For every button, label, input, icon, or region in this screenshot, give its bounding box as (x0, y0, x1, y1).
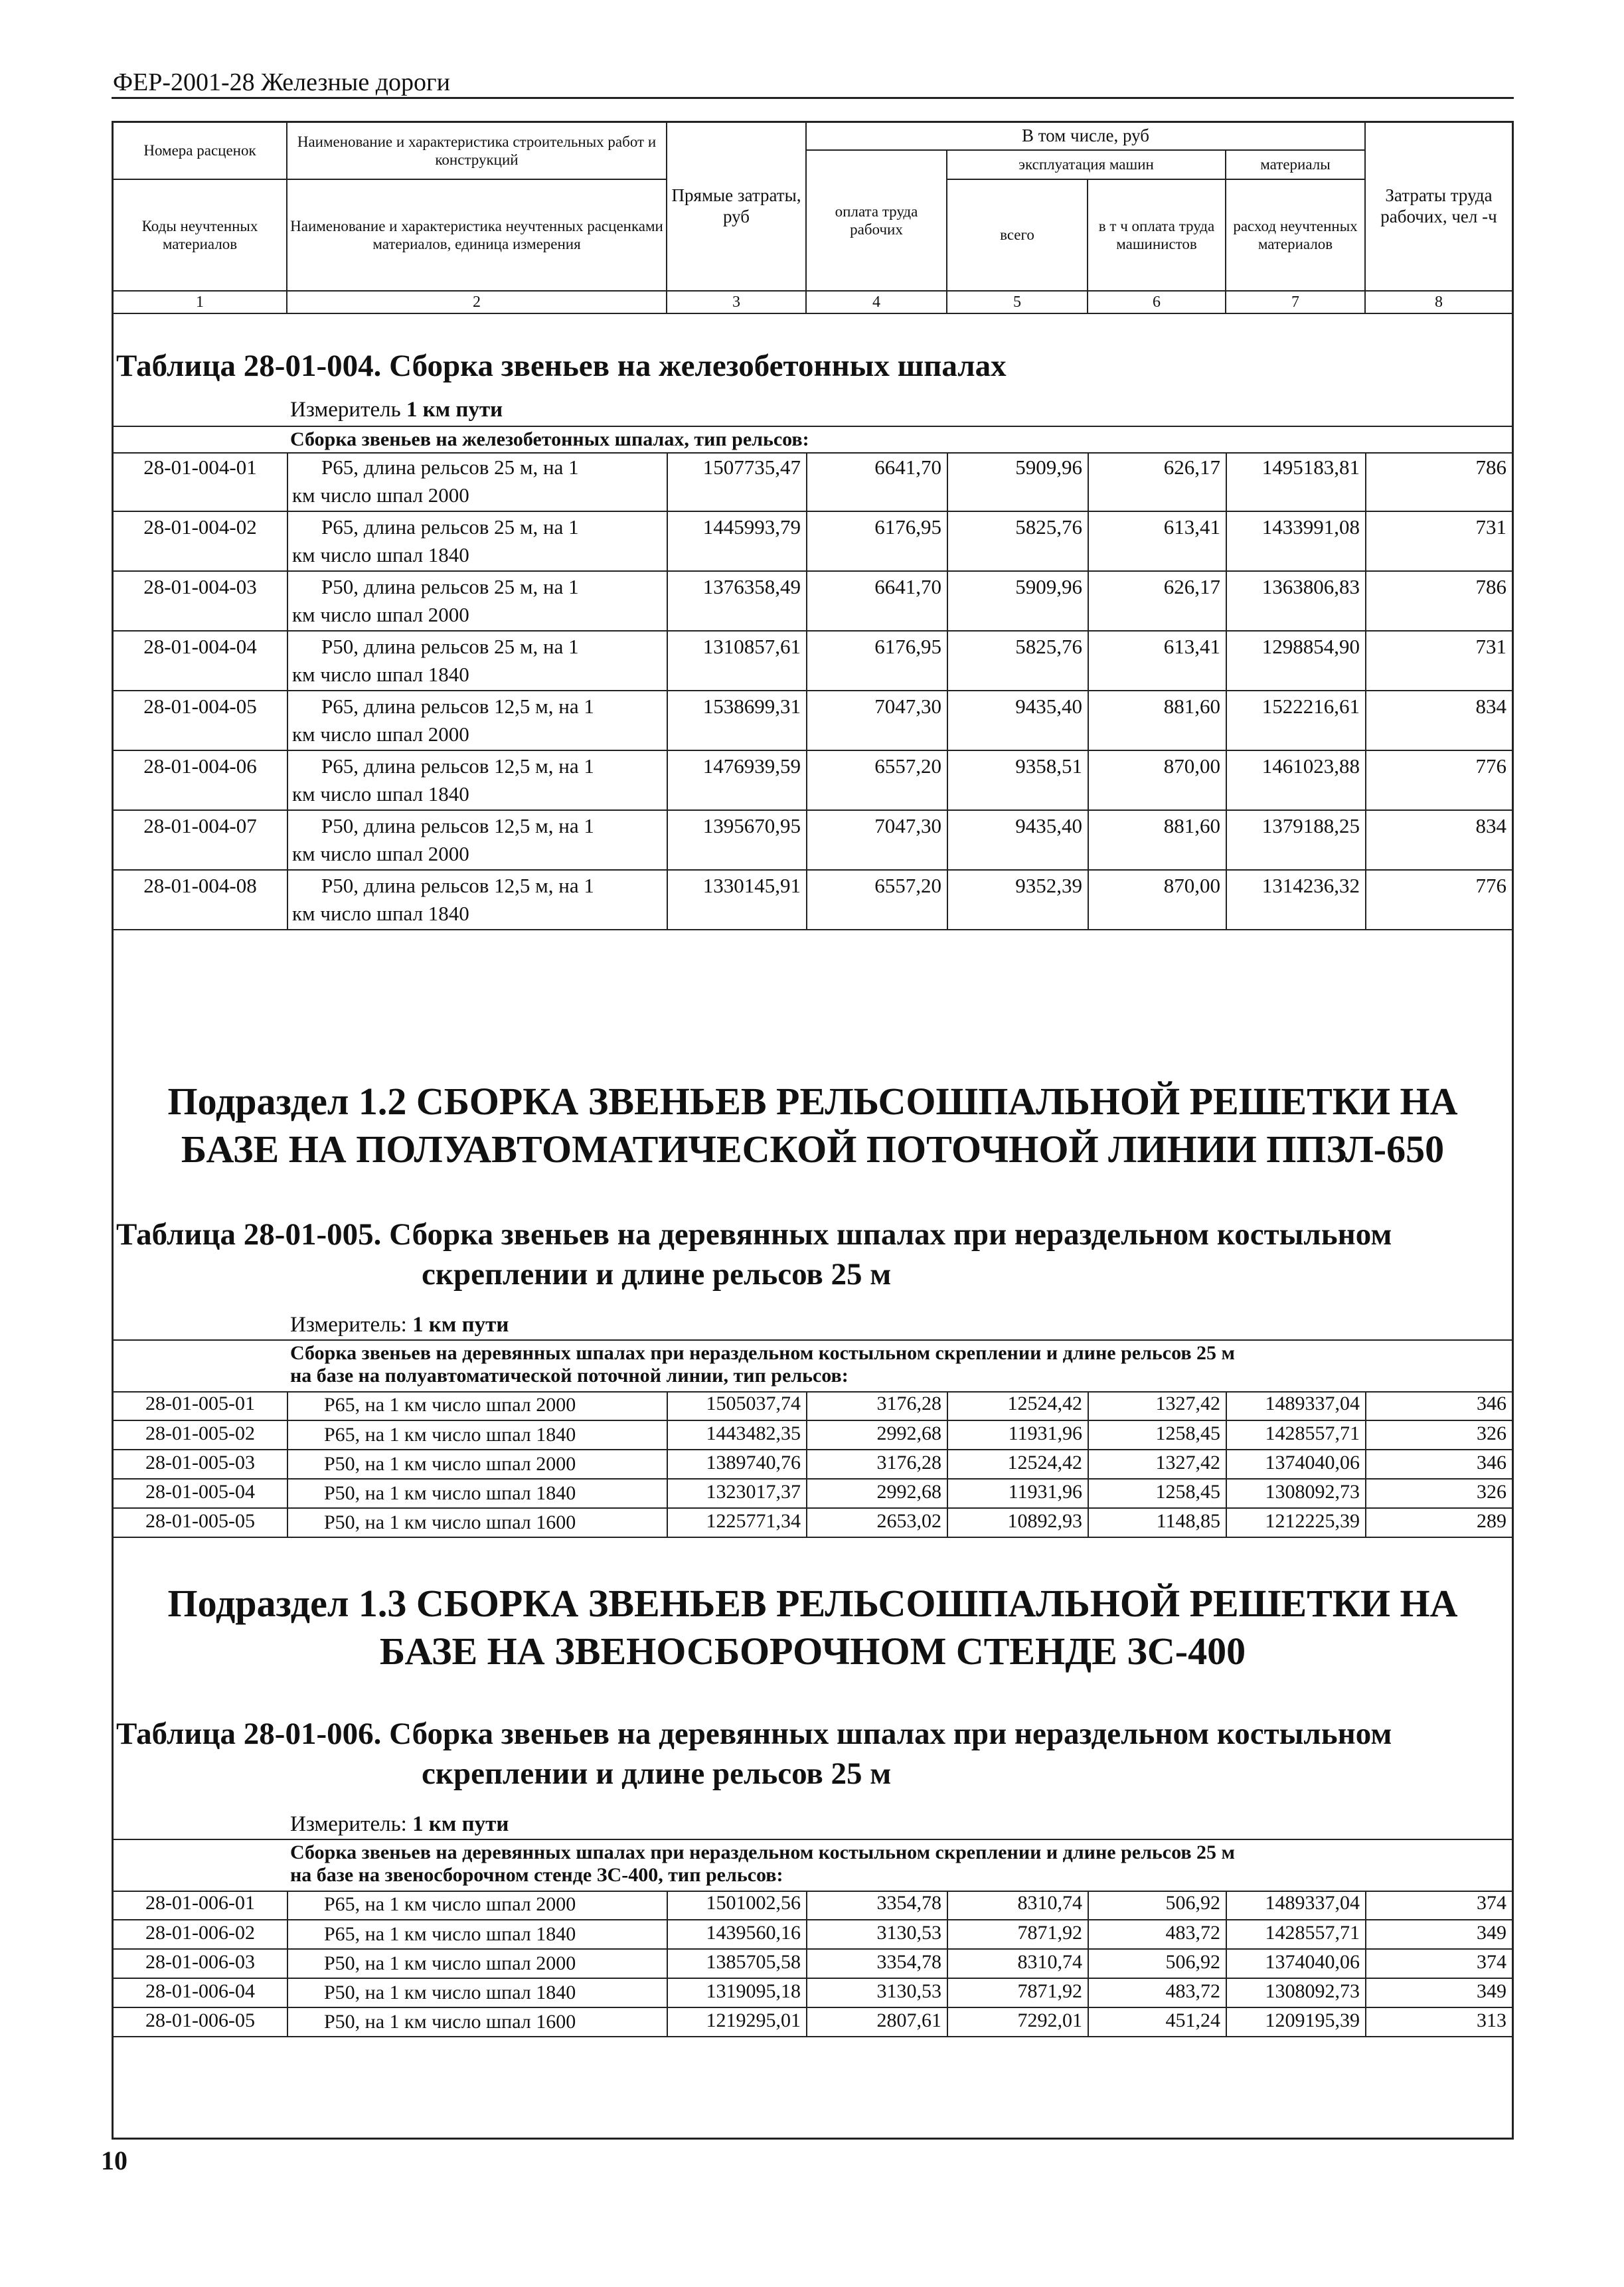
labor-hours-cell: 313 (1366, 2007, 1512, 2037)
table-row (114, 691, 1512, 750)
machinist-pay-cell: 483,72 (1088, 1920, 1226, 1949)
rate-code-cell: 28-01-004-03 (114, 571, 287, 631)
work-name-cell: Р50, на 1 км число шпал 2000 (287, 1949, 667, 1978)
work-name-cell: Р50, на 1 км число шпал 1600 (287, 2007, 667, 2037)
work-name-line1: Р50, длина рельсов 12,5 м, на 1 (321, 814, 594, 837)
table-005-caption-line1: Таблица 28-01-005. Сборка звеньев на деревянных шпалах при нераздельном костыльном (116, 1217, 1392, 1252)
header-num-8: 8 (1366, 292, 1512, 314)
work-name-line1: Р50, длина рельсов 25 м, на 1 (321, 635, 579, 658)
work-name-line2: км число шпал 2000 (292, 842, 469, 865)
direct-costs-cell: 1319095,18 (667, 1978, 807, 2007)
rate-code-cell: 28-01-004-08 (114, 870, 287, 930)
work-name-line2: км число шпал 1840 (292, 782, 469, 805)
machine-total-cell: 5825,76 (947, 511, 1088, 571)
subsection-1-3-line1: Подраздел 1.3 СБОРКА ЗВЕНЬЕВ РЕЛЬСОШПАЛЬНОЙ РЕШЕТКИ НА (167, 1582, 1458, 1625)
machine-total-cell: 11931,96 (947, 1479, 1088, 1508)
machine-total-cell: 7871,92 (947, 1920, 1088, 1949)
header-col1-top: Номера расценок (114, 123, 287, 180)
labor-hours-cell: 289 (1366, 1508, 1512, 1537)
header-direct-costs: Прямые затраты, руб (667, 123, 807, 292)
direct-costs-cell: 1225771,34 (667, 1508, 807, 1537)
work-name-cell: Р50, на 1 км число шпал 1840 (287, 1479, 667, 1508)
header-machinist-pay: в т ч оплата труда машинистов (1088, 180, 1226, 292)
table-row (114, 1920, 1512, 1949)
work-name-line1: Р65, длина рельсов 12,5 м, на 1 (321, 754, 594, 778)
work-name-cell: Р50, на 1 км число шпал 1600 (287, 1508, 667, 1537)
machinist-pay-cell: 1258,45 (1088, 1420, 1226, 1450)
direct-costs-cell: 1439560,16 (667, 1920, 807, 1949)
group-line1: Сборка звеньев на деревянных шпалах при нераздельном костыльном скреплении и длине рельсов 25 м (290, 1342, 1235, 1364)
materials-cell: 1374040,06 (1226, 1450, 1366, 1479)
materials-cell: 1428557,71 (1226, 1920, 1366, 1949)
direct-costs-cell: 1443482,35 (667, 1420, 807, 1450)
measure-label: Измеритель: (290, 1812, 407, 1836)
work-name-cell: Р50, на 1 км число шпал 2000 (287, 1450, 667, 1479)
machinist-pay-cell: 1258,45 (1088, 1479, 1226, 1508)
work-name-line2: км число шпал 1840 (292, 543, 469, 566)
direct-costs-cell: 1507735,47 (667, 452, 807, 511)
work-name-cell (287, 870, 667, 930)
labor-hours-cell: 786 (1366, 452, 1512, 511)
labor-hours-cell: 349 (1366, 1920, 1512, 1949)
labor-pay-cell: 3176,28 (807, 1450, 947, 1479)
labor-hours-cell: 374 (1366, 1891, 1512, 1920)
work-name-cell (287, 631, 667, 691)
machine-total-cell: 5909,96 (947, 452, 1088, 511)
work-name-line1: Р65, длина рельсов 12,5 м, на 1 (321, 695, 594, 718)
machinist-pay-cell: 506,92 (1088, 1949, 1226, 1978)
labor-hours-cell: 776 (1366, 750, 1512, 810)
labor-hours-cell: 731 (1366, 631, 1512, 691)
labor-pay-cell: 2653,02 (807, 1508, 947, 1537)
direct-costs-cell: 1501002,56 (667, 1891, 807, 1920)
work-name-cell (287, 750, 667, 810)
work-name-line1: Р65, длина рельсов 25 м, на 1 (321, 515, 579, 539)
machinist-pay-cell: 483,72 (1088, 1978, 1226, 2007)
work-name-cell (287, 810, 667, 870)
group-line2: на базе на звеносборочном стенде ЗС-400, тип рельсов: (290, 1864, 783, 1886)
materials-cell: 1363806,83 (1226, 571, 1366, 631)
rate-code-cell: 28-01-004-07 (114, 810, 287, 870)
group-line2: на базе на полуавтоматической поточной линии, тип рельсов: (290, 1365, 849, 1387)
work-name-cell (287, 571, 667, 631)
table-row (114, 870, 1512, 930)
work-name-line2: км число шпал 2000 (292, 722, 469, 746)
header-num-7: 7 (1226, 292, 1366, 314)
machinist-pay-cell: 881,60 (1088, 810, 1226, 870)
table-row (114, 810, 1512, 870)
labor-hours-cell: 326 (1366, 1420, 1512, 1450)
table-004-measure (290, 398, 503, 422)
table-row (114, 750, 1512, 810)
rate-code-cell: 28-01-006-02 (114, 1920, 287, 1949)
machine-total-cell: 10892,93 (947, 1508, 1088, 1537)
subsection-1-2-heading (114, 1078, 1512, 1173)
subsection-1-2-line1: Подраздел 1.2 СБОРКА ЗВЕНЬЕВ РЕЛЬСОШПАЛЬНОЙ РЕШЕТКИ НА (167, 1080, 1458, 1123)
machinist-pay-cell: 881,60 (1088, 691, 1226, 750)
work-name-line2: км число шпал 2000 (292, 603, 469, 626)
materials-cell: 1461023,88 (1226, 750, 1366, 810)
rate-code-cell: 28-01-005-03 (114, 1450, 287, 1479)
table-004-group-label: Сборка звеньев на железобетонных шпалах, тип рельсов: (290, 428, 809, 450)
work-name-line1: Р50, длина рельсов 12,5 м, на 1 (321, 874, 594, 897)
machine-total-cell: 9358,51 (947, 750, 1088, 810)
table-006-measure (290, 1812, 509, 1837)
materials-cell: 1314236,32 (1226, 870, 1366, 930)
measure-value: 1 км пути (412, 1812, 509, 1836)
materials-cell: 1308092,73 (1226, 1479, 1366, 1508)
materials-cell: 1209195,39 (1226, 2007, 1366, 2037)
labor-hours-cell: 776 (1366, 870, 1512, 930)
table-row (114, 1508, 1512, 1537)
labor-hours-cell: 731 (1366, 511, 1512, 571)
materials-cell: 1489337,04 (1226, 1391, 1366, 1420)
header-machine-operation: эксплуатация машин (947, 151, 1226, 180)
header-num-4: 4 (807, 292, 947, 314)
direct-costs-cell: 1538699,31 (667, 691, 807, 750)
machine-total-cell: 5909,96 (947, 571, 1088, 631)
work-name-cell: Р65, на 1 км число шпал 1840 (287, 1920, 667, 1949)
table-row (114, 452, 1512, 511)
table-005-caption (116, 1215, 1392, 1294)
table-004 (114, 452, 1512, 930)
header-num-1: 1 (114, 292, 287, 314)
work-name-cell (287, 691, 667, 750)
table-row (114, 2007, 1512, 2037)
labor-pay-cell: 3176,28 (807, 1391, 947, 1420)
labor-hours-cell: 834 (1366, 691, 1512, 750)
machine-total-cell: 12524,42 (947, 1391, 1088, 1420)
rate-code-cell: 28-01-006-05 (114, 2007, 287, 2037)
table-row (114, 1479, 1512, 1508)
labor-pay-cell: 2807,61 (807, 2007, 947, 2037)
header-col2-top: Наименование и характеристика строительных работ и конструкций (287, 123, 667, 180)
labor-hours-cell: 834 (1366, 810, 1512, 870)
rate-code-cell: 28-01-006-04 (114, 1978, 287, 2007)
machine-total-cell: 7292,01 (947, 2007, 1088, 2037)
machinist-pay-cell: 613,41 (1088, 511, 1226, 571)
rate-code-cell: 28-01-004-01 (114, 452, 287, 511)
materials-cell: 1308092,73 (1226, 1978, 1366, 2007)
machinist-pay-cell: 870,00 (1088, 750, 1226, 810)
machinist-pay-cell: 870,00 (1088, 870, 1226, 930)
table-006-caption-line1: Таблица 28-01-006. Сборка звеньев на деревянных шпалах при нераздельном костыльном (116, 1717, 1392, 1751)
document-title: ФЕР-2001-28 Железные дороги (113, 68, 450, 96)
machine-total-cell: 8310,74 (947, 1891, 1088, 1920)
work-name-cell: Р65, на 1 км число шпал 2000 (287, 1391, 667, 1420)
machine-total-cell: 9352,39 (947, 870, 1088, 930)
rate-code-cell: 28-01-005-02 (114, 1420, 287, 1450)
labor-hours-cell: 349 (1366, 1978, 1512, 2007)
direct-costs-cell: 1310857,61 (667, 631, 807, 691)
work-name-cell: Р65, на 1 км число шпал 1840 (287, 1420, 667, 1450)
direct-costs-cell: 1389740,76 (667, 1450, 807, 1479)
labor-pay-cell: 6176,95 (807, 511, 947, 571)
table-005-caption-line2: скреплении и длине рельсов 25 м (422, 1257, 892, 1292)
header-col1-bottom: Коды неучтенных материалов (114, 180, 287, 292)
direct-costs-cell: 1376358,49 (667, 571, 807, 631)
table-row (114, 1891, 1512, 1920)
table-005-group (114, 1339, 1512, 1393)
page-number: 10 (101, 2146, 127, 2175)
labor-pay-cell: 6641,70 (807, 452, 947, 511)
machine-total-cell: 5825,76 (947, 631, 1088, 691)
labor-pay-cell: 7047,30 (807, 810, 947, 870)
title-rule (112, 97, 1514, 99)
table-005-group-label (290, 1342, 1235, 1387)
table-row (114, 1420, 1512, 1450)
work-name-line2: км число шпал 1840 (292, 902, 469, 925)
header-materials-consumption: расход неучтенных материалов (1226, 180, 1366, 292)
machine-total-cell: 9435,40 (947, 810, 1088, 870)
labor-hours-cell: 346 (1366, 1391, 1512, 1420)
machinist-pay-cell: 506,92 (1088, 1891, 1226, 1920)
work-name-cell (287, 452, 667, 511)
table-006-group (114, 1839, 1512, 1892)
header-labor-pay: оплата труда рабочих (807, 151, 947, 292)
measure-label: Измеритель: (290, 1313, 407, 1337)
header-col2-bottom: Наименование и характеристика неучтенных расценками материалов, единица измерения (287, 180, 667, 292)
direct-costs-cell: 1395670,95 (667, 810, 807, 870)
work-name-line2: км число шпал 2000 (292, 483, 469, 507)
materials-cell: 1428557,71 (1226, 1420, 1366, 1450)
measure-label: Измеритель (290, 398, 401, 422)
rate-code-cell: 28-01-005-01 (114, 1391, 287, 1420)
header-materials: материалы (1226, 151, 1366, 180)
machine-total-cell: 11931,96 (947, 1420, 1088, 1450)
direct-costs-cell: 1476939,59 (667, 750, 807, 810)
labor-pay-cell: 3354,78 (807, 1891, 947, 1920)
materials-cell: 1379188,25 (1226, 810, 1366, 870)
machine-total-cell: 12524,42 (947, 1450, 1088, 1479)
table-row (114, 571, 1512, 631)
work-name-cell: Р50, на 1 км число шпал 1840 (287, 1978, 667, 2007)
direct-costs-cell: 1445993,79 (667, 511, 807, 571)
rate-code-cell: 28-01-006-03 (114, 1949, 287, 1978)
work-name-cell: Р65, на 1 км число шпал 2000 (287, 1891, 667, 1920)
materials-cell: 1298854,90 (1226, 631, 1366, 691)
machinist-pay-cell: 626,17 (1088, 452, 1226, 511)
rate-code-cell: 28-01-005-04 (114, 1479, 287, 1508)
machinist-pay-cell: 1148,85 (1088, 1508, 1226, 1537)
subsection-1-2-line2: БАЗЕ НА ПОЛУАВТОМАТИЧЕСКОЙ ПОТОЧНОЙ ЛИНИИ ППЗЛ-650 (181, 1128, 1445, 1171)
rate-code-cell: 28-01-006-01 (114, 1891, 287, 1920)
direct-costs-cell: 1385705,58 (667, 1949, 807, 1978)
direct-costs-cell: 1505037,74 (667, 1391, 807, 1420)
direct-costs-cell: 1323017,37 (667, 1479, 807, 1508)
direct-costs-cell: 1219295,01 (667, 2007, 807, 2037)
labor-pay-cell: 6641,70 (807, 571, 947, 631)
materials-cell: 1522216,61 (1226, 691, 1366, 750)
materials-cell: 1495183,81 (1226, 452, 1366, 511)
header-num-6: 6 (1088, 292, 1226, 314)
machine-total-cell: 9435,40 (947, 691, 1088, 750)
labor-hours-cell: 346 (1366, 1450, 1512, 1479)
page-frame (112, 121, 1514, 2140)
machinist-pay-cell: 626,17 (1088, 571, 1226, 631)
table-006 (114, 1891, 1512, 2037)
table-005 (114, 1391, 1512, 1538)
table-row (114, 631, 1512, 691)
labor-pay-cell: 3130,53 (807, 1978, 947, 2007)
table-006-group-label (290, 1841, 1235, 1887)
table-004-caption: Таблица 28-01-004. Сборка звеньев на железобетонных шпалах (116, 349, 1007, 383)
labor-pay-cell: 3130,53 (807, 1920, 947, 1949)
labor-pay-cell: 2992,68 (807, 1479, 947, 1508)
work-name-line1: Р50, длина рельсов 25 м, на 1 (321, 575, 579, 598)
table-row (114, 511, 1512, 571)
rate-code-cell: 28-01-004-02 (114, 511, 287, 571)
group-line1: Сборка звеньев на деревянных шпалах при нераздельном костыльном скреплении и длине рельсов 25 м (290, 1841, 1235, 1863)
header-including: В том числе, руб (807, 123, 1366, 151)
rate-code-cell: 28-01-004-06 (114, 750, 287, 810)
materials-cell: 1212225,39 (1226, 1508, 1366, 1537)
work-name-line1: Р65, длина рельсов 25 м, на 1 (321, 456, 579, 479)
header-labor-hours: Затраты труда рабочих, чел -ч (1366, 123, 1512, 292)
table-row (114, 1391, 1512, 1420)
materials-cell: 1374040,06 (1226, 1949, 1366, 1978)
labor-hours-cell: 786 (1366, 571, 1512, 631)
labor-pay-cell: 6557,20 (807, 870, 947, 930)
table-004-group (114, 426, 1512, 454)
direct-costs-cell: 1330145,91 (667, 870, 807, 930)
labor-pay-cell: 7047,30 (807, 691, 947, 750)
materials-cell: 1489337,04 (1226, 1891, 1366, 1920)
machine-total-cell: 8310,74 (947, 1949, 1088, 1978)
machinist-pay-cell: 613,41 (1088, 631, 1226, 691)
column-header (114, 123, 1512, 314)
subsection-1-3-heading (114, 1580, 1512, 1675)
work-name-cell (287, 511, 667, 571)
labor-pay-cell: 2992,68 (807, 1420, 947, 1450)
header-num-3: 3 (667, 292, 807, 314)
subsection-1-3-line2: БАЗЕ НА ЗВЕНОСБОРОЧНОМ СТЕНДЕ ЗС-400 (379, 1630, 1246, 1673)
header-machine-total: всего (947, 180, 1088, 292)
machinist-pay-cell: 1327,42 (1088, 1450, 1226, 1479)
materials-cell: 1433991,08 (1226, 511, 1366, 571)
header-num-5: 5 (947, 292, 1088, 314)
table-row (114, 1949, 1512, 1978)
labor-pay-cell: 6176,95 (807, 631, 947, 691)
machinist-pay-cell: 451,24 (1088, 2007, 1226, 2037)
rate-code-cell: 28-01-005-05 (114, 1508, 287, 1537)
labor-hours-cell: 326 (1366, 1479, 1512, 1508)
table-006-caption (116, 1714, 1392, 1794)
table-005-measure (290, 1313, 509, 1337)
work-name-line2: км число шпал 1840 (292, 663, 469, 686)
table-row (114, 1450, 1512, 1479)
machinist-pay-cell: 1327,42 (1088, 1391, 1226, 1420)
header-num-2: 2 (287, 292, 667, 314)
table-row (114, 1978, 1512, 2007)
labor-pay-cell: 3354,78 (807, 1949, 947, 1978)
measure-value: 1 км пути (406, 398, 503, 422)
rate-code-cell: 28-01-004-04 (114, 631, 287, 691)
table-006-caption-line2: скреплении и длине рельсов 25 м (422, 1756, 892, 1791)
measure-value: 1 км пути (412, 1313, 509, 1337)
rate-code-cell: 28-01-004-05 (114, 691, 287, 750)
labor-hours-cell: 374 (1366, 1949, 1512, 1978)
labor-pay-cell: 6557,20 (807, 750, 947, 810)
machine-total-cell: 7871,92 (947, 1978, 1088, 2007)
